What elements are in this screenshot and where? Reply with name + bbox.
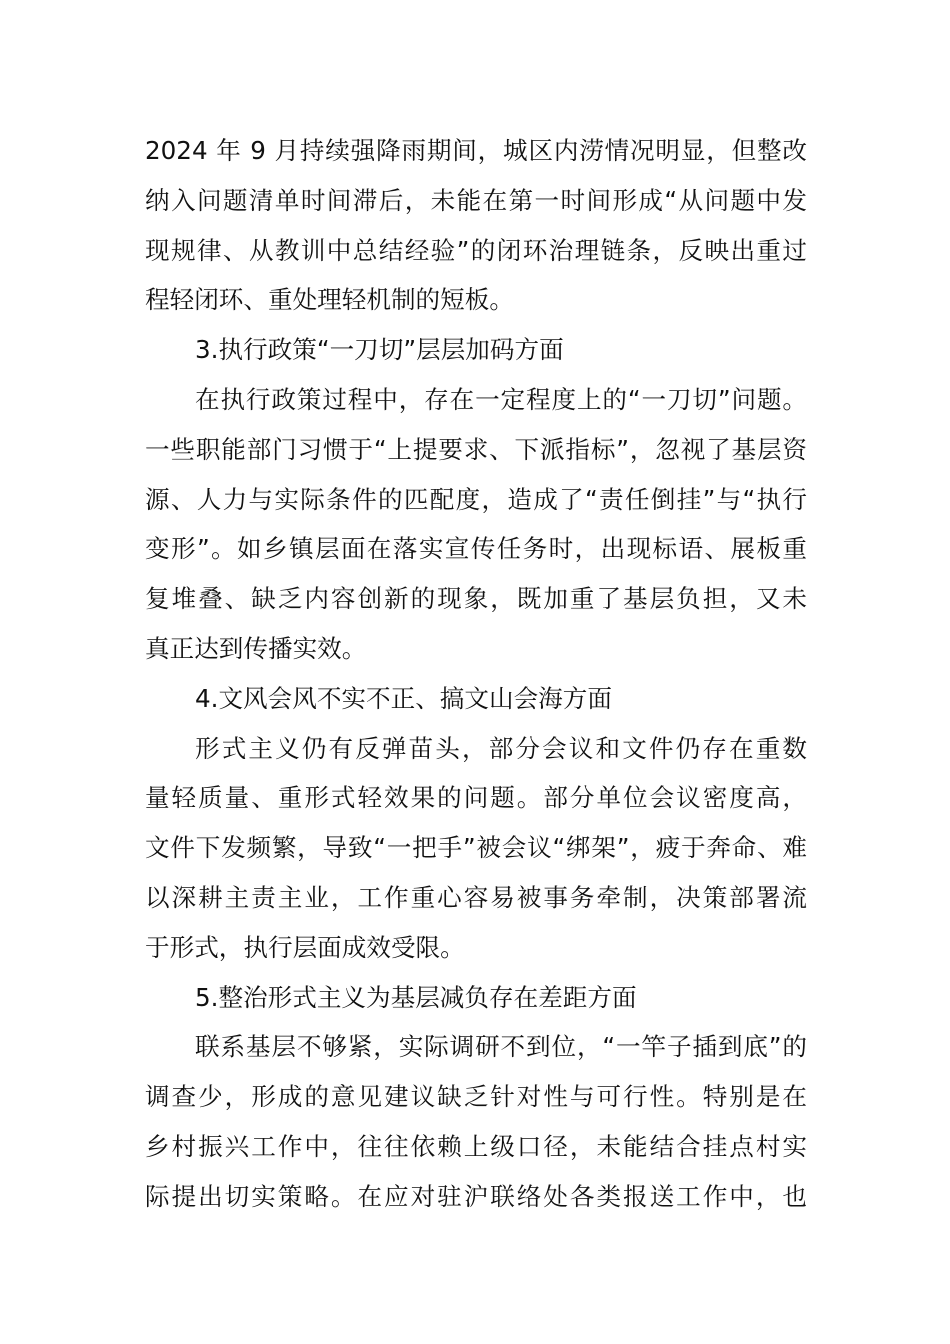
- text-line: 乡村振兴工作中，往往依赖上级口径，未能结合挂点村实: [145, 1131, 807, 1161]
- text-line: 复堆叠、缺乏内容创新的现象，既加重了基层负担，又未: [145, 584, 807, 614]
- text-line: 源、人力与实际条件的匹配度，造成了“责任倒挂”与“执行: [145, 484, 807, 514]
- section-heading-3: [145, 325, 807, 375]
- document-page: [145, 126, 807, 1222]
- body-paragraph-2: [145, 375, 807, 674]
- text-line: 一些职能部门习惯于“上提要求、下派指标”，忽视了基层资: [145, 434, 807, 464]
- body-paragraph-3: [145, 724, 807, 973]
- text-line: 量轻质量、重形式轻效果的问题。部分单位会议密度高，: [145, 783, 807, 813]
- text-line: 调查少，形成的意见建议缺乏针对性与可行性。特别是在: [145, 1082, 807, 1112]
- section-heading-4: [145, 674, 807, 724]
- heading-line: 3.执行政策“一刀切”层层加码方面: [195, 335, 564, 365]
- section-heading-5: [145, 973, 807, 1023]
- text-line: 文件下发频繁，导致“一把手”被会议“绑架”，疲于奔命、难: [145, 833, 807, 863]
- text-line: 变形”。如乡镇层面在落实宣传任务时，出现标语、展板重: [145, 534, 807, 564]
- text-line: 于形式，执行层面成效受限。: [145, 932, 465, 962]
- text-line: 际提出切实策略。在应对驻沪联络处各类报送工作中，也: [145, 1181, 807, 1211]
- text-line: 在执行政策过程中，存在一定程度上的“一刀切”问题。: [195, 384, 807, 414]
- text-line: 形式主义仍有反弹苗头，部分会议和文件仍存在重数: [195, 733, 807, 763]
- body-paragraph-1: [145, 126, 807, 325]
- text-line: 程轻闭环、重处理轻机制的短板。: [145, 285, 514, 315]
- text-line: 2024 年 9 月持续强降雨期间，城区内涝情况明显，但整改: [145, 136, 807, 165]
- body-paragraph-4: [145, 1022, 807, 1221]
- text-line: 联系基层不够紧，实际调研不到位，“一竿子插到底”的: [195, 1032, 807, 1062]
- text-line: 纳入问题清单时间滞后，未能在第一时间形成“从问题中发: [145, 185, 807, 215]
- text-line: 以深耕主责主业，工作重心容易被事务牵制，决策部署流: [145, 882, 807, 912]
- heading-line: 5.整治形式主义为基层减负存在差距方面: [195, 982, 637, 1012]
- text-line: 现规律、从教训中总结经验”的闭环治理链条，反映出重过: [145, 235, 807, 265]
- heading-line: 4.文风会风不实不正、搞文山会海方面: [195, 683, 612, 713]
- text-line: 真正达到传播实效。: [145, 633, 367, 663]
